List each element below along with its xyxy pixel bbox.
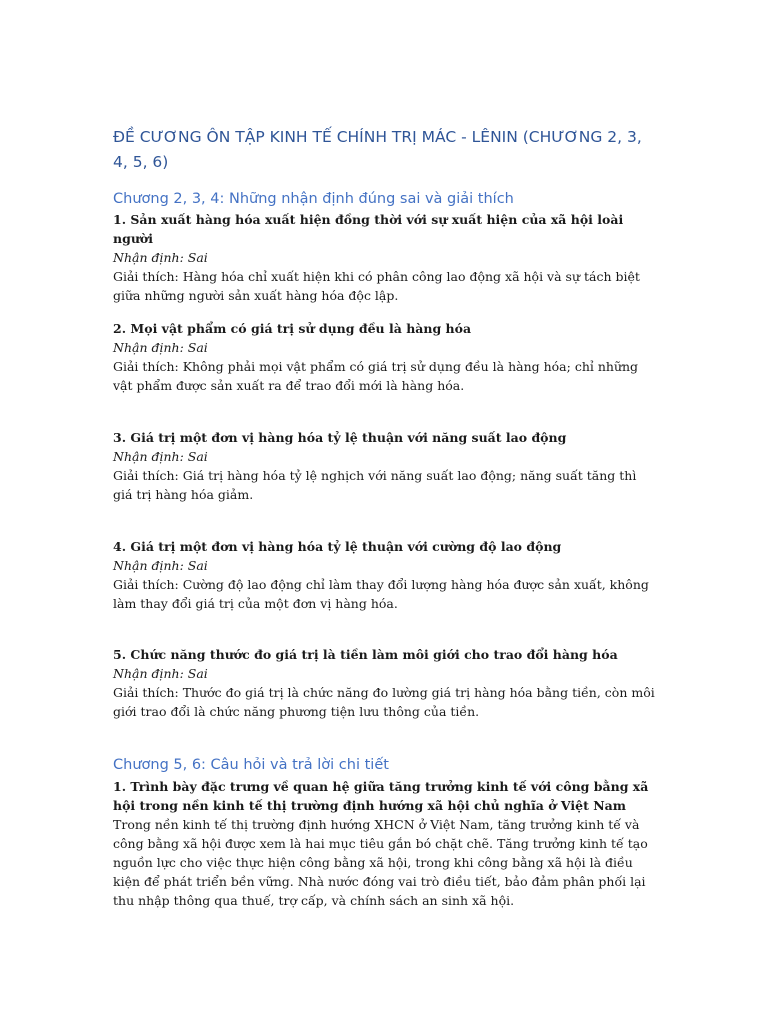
qa-answer: Trong nền kinh tế thị trường định hướng XHCN ở Việt Nam, tăng trưởng kinh tế và công bằng xã hội được xem là hai mục tiêu gắn bó chặt chẽ. Tăng trưởng kinh tế tạo nguồn lực cho việc thực hiện công bằng xã hội, trong khi công bằng xã hội là điều kiện để phát triển bền vững. Nhà nước đóng vai trò điều tiết, bảo đảm phân phối lại thu nhập thông qua thuế, trợ cấp, và chính sách an sinh xã hội.	[113, 817, 648, 908]
statement-item-3	[113, 428, 658, 504]
statement-explanation: Giải thích: Cường độ lao động chỉ làm thay đổi lượng hàng hóa được sản xuất, không làm thay đổi giá trị của một đơn vị hàng hóa.	[113, 577, 649, 611]
statement-item-2	[113, 319, 658, 395]
statement-explanation: Giải thích: Không phải mọi vật phẩm có giá trị sử dụng đều là hàng hóa; chỉ những vật phẩm được sản xuất ra để trao đổi mới là hàng hóa.	[113, 359, 639, 393]
statement-verdict: Nhận định: Sai	[113, 340, 208, 355]
qa-question: 1. Trình bày đặc trưng về quan hệ giữa tăng trưởng kinh tế với công bằng xã hội trong nền kinh tế thị trường định hướng xã hội chủ nghĩa ở Việt Nam	[113, 779, 649, 813]
statement-question: 2. Mọi vật phẩm có giá trị sử dụng đều là hàng hóa	[113, 321, 472, 336]
statement-verdict: Nhận định: Sai	[113, 666, 208, 681]
statement-item-5	[113, 645, 658, 721]
statement-explanation: Giải thích: Thước đo giá trị là chức năng đo lường giá trị hàng hóa bằng tiền, còn môi giới trao đổi là chức năng phương tiện lưu thông của tiền.	[113, 685, 655, 719]
statement-question: 5. Chức năng thước đo giá trị là tiền làm môi giới cho trao đổi hàng hóa	[113, 647, 618, 662]
statement-question: 4. Giá trị một đơn vị hàng hóa tỷ lệ thuận với cường độ lao động	[113, 539, 562, 554]
document-title: ĐỀ CƯƠNG ÔN TẬP KINH TẾ CHÍNH TRỊ MÁC - LÊNIN (CHƯƠNG 2, 3, 4, 5, 6)	[113, 128, 642, 171]
statement-item-1	[113, 210, 658, 305]
statement-item-4	[113, 537, 658, 613]
statement-verdict: Nhận định: Sai	[113, 558, 208, 573]
statement-explanation: Giải thích: Hàng hóa chỉ xuất hiện khi có phân công lao động xã hội và sự tách biệt giữa những người sản xuất hàng hóa độc lập.	[113, 269, 640, 303]
statement-verdict: Nhận định: Sai	[113, 250, 208, 265]
statement-question: 1. Sản xuất hàng hóa xuất hiện đồng thời với sự xuất hiện của xã hội loài người	[113, 212, 624, 246]
statement-explanation: Giải thích: Giá trị hàng hóa tỷ lệ nghịch với năng suất lao động; năng suất tăng thì giá trị hàng hóa giảm.	[113, 468, 637, 502]
section-heading-true-false: Chương 2, 3, 4: Những nhận định đúng sai và giải thích	[113, 191, 514, 207]
section-heading-qa: Chương 5, 6: Câu hỏi và trả lời chi tiết	[113, 757, 389, 773]
statement-verdict: Nhận định: Sai	[113, 449, 208, 464]
statement-question: 3. Giá trị một đơn vị hàng hóa tỷ lệ thuận với năng suất lao động	[113, 430, 567, 445]
qa-item-1	[113, 777, 658, 910]
